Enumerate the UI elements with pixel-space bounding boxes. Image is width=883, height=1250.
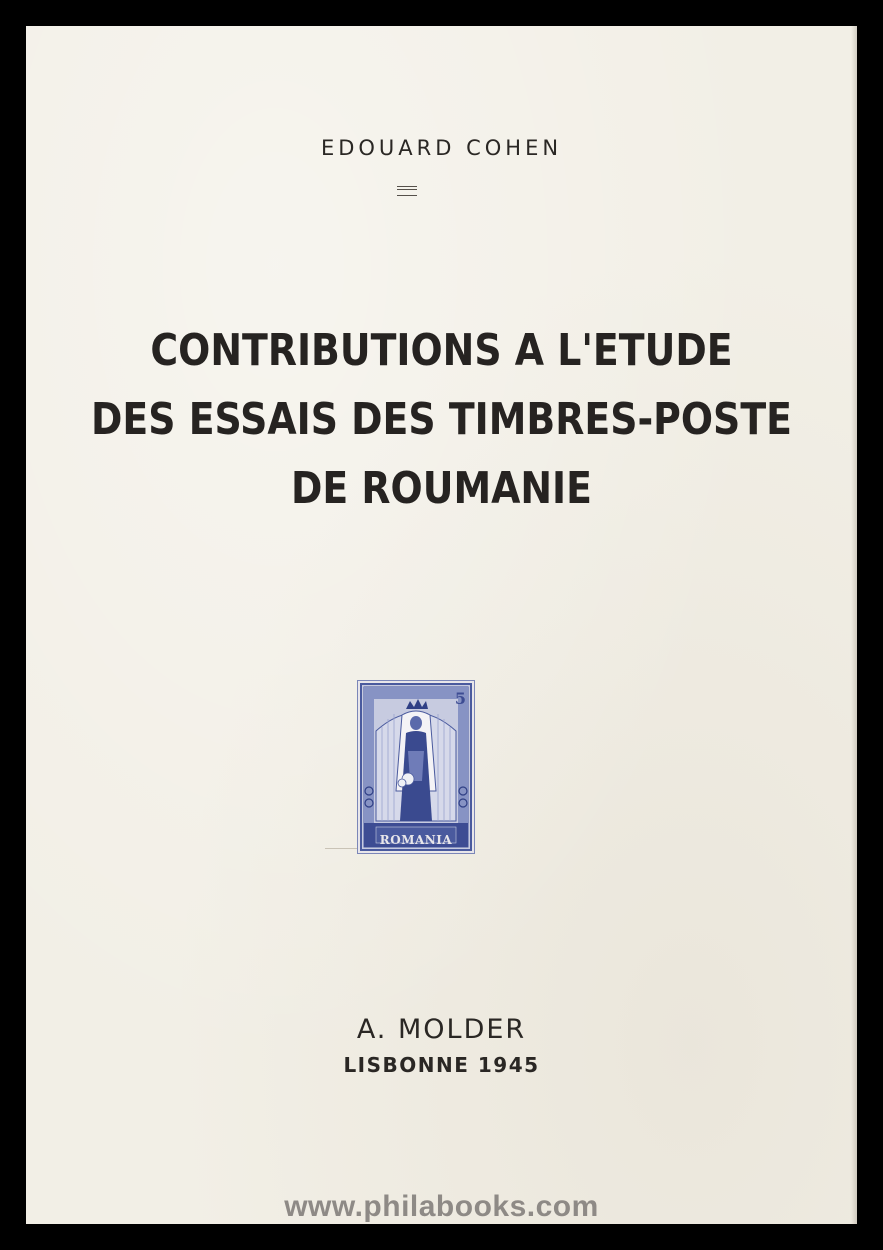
publication-place-year: LISBONNE 1945 [343, 1053, 540, 1077]
title-line-1: CONTRIBUTIONS A L'ETUDE [150, 325, 733, 376]
romanian-stamp-image [357, 680, 475, 854]
book-title [84, 316, 799, 523]
stamp-country: ROMANIA [379, 833, 453, 847]
decorative-rule [397, 186, 417, 196]
title-line-2: DES ESSAIS DES TIMBRES-POSTE [91, 394, 792, 445]
website-watermark: www.philabooks.com [284, 1190, 599, 1223]
book-cover [26, 26, 857, 1224]
title-line-3: DE ROUMANIE [290, 463, 592, 514]
stamp-value: 5 [454, 689, 466, 708]
author-name: EDOUARD COHEN [320, 136, 563, 160]
publisher-name: A. MOLDER [356, 1014, 527, 1045]
